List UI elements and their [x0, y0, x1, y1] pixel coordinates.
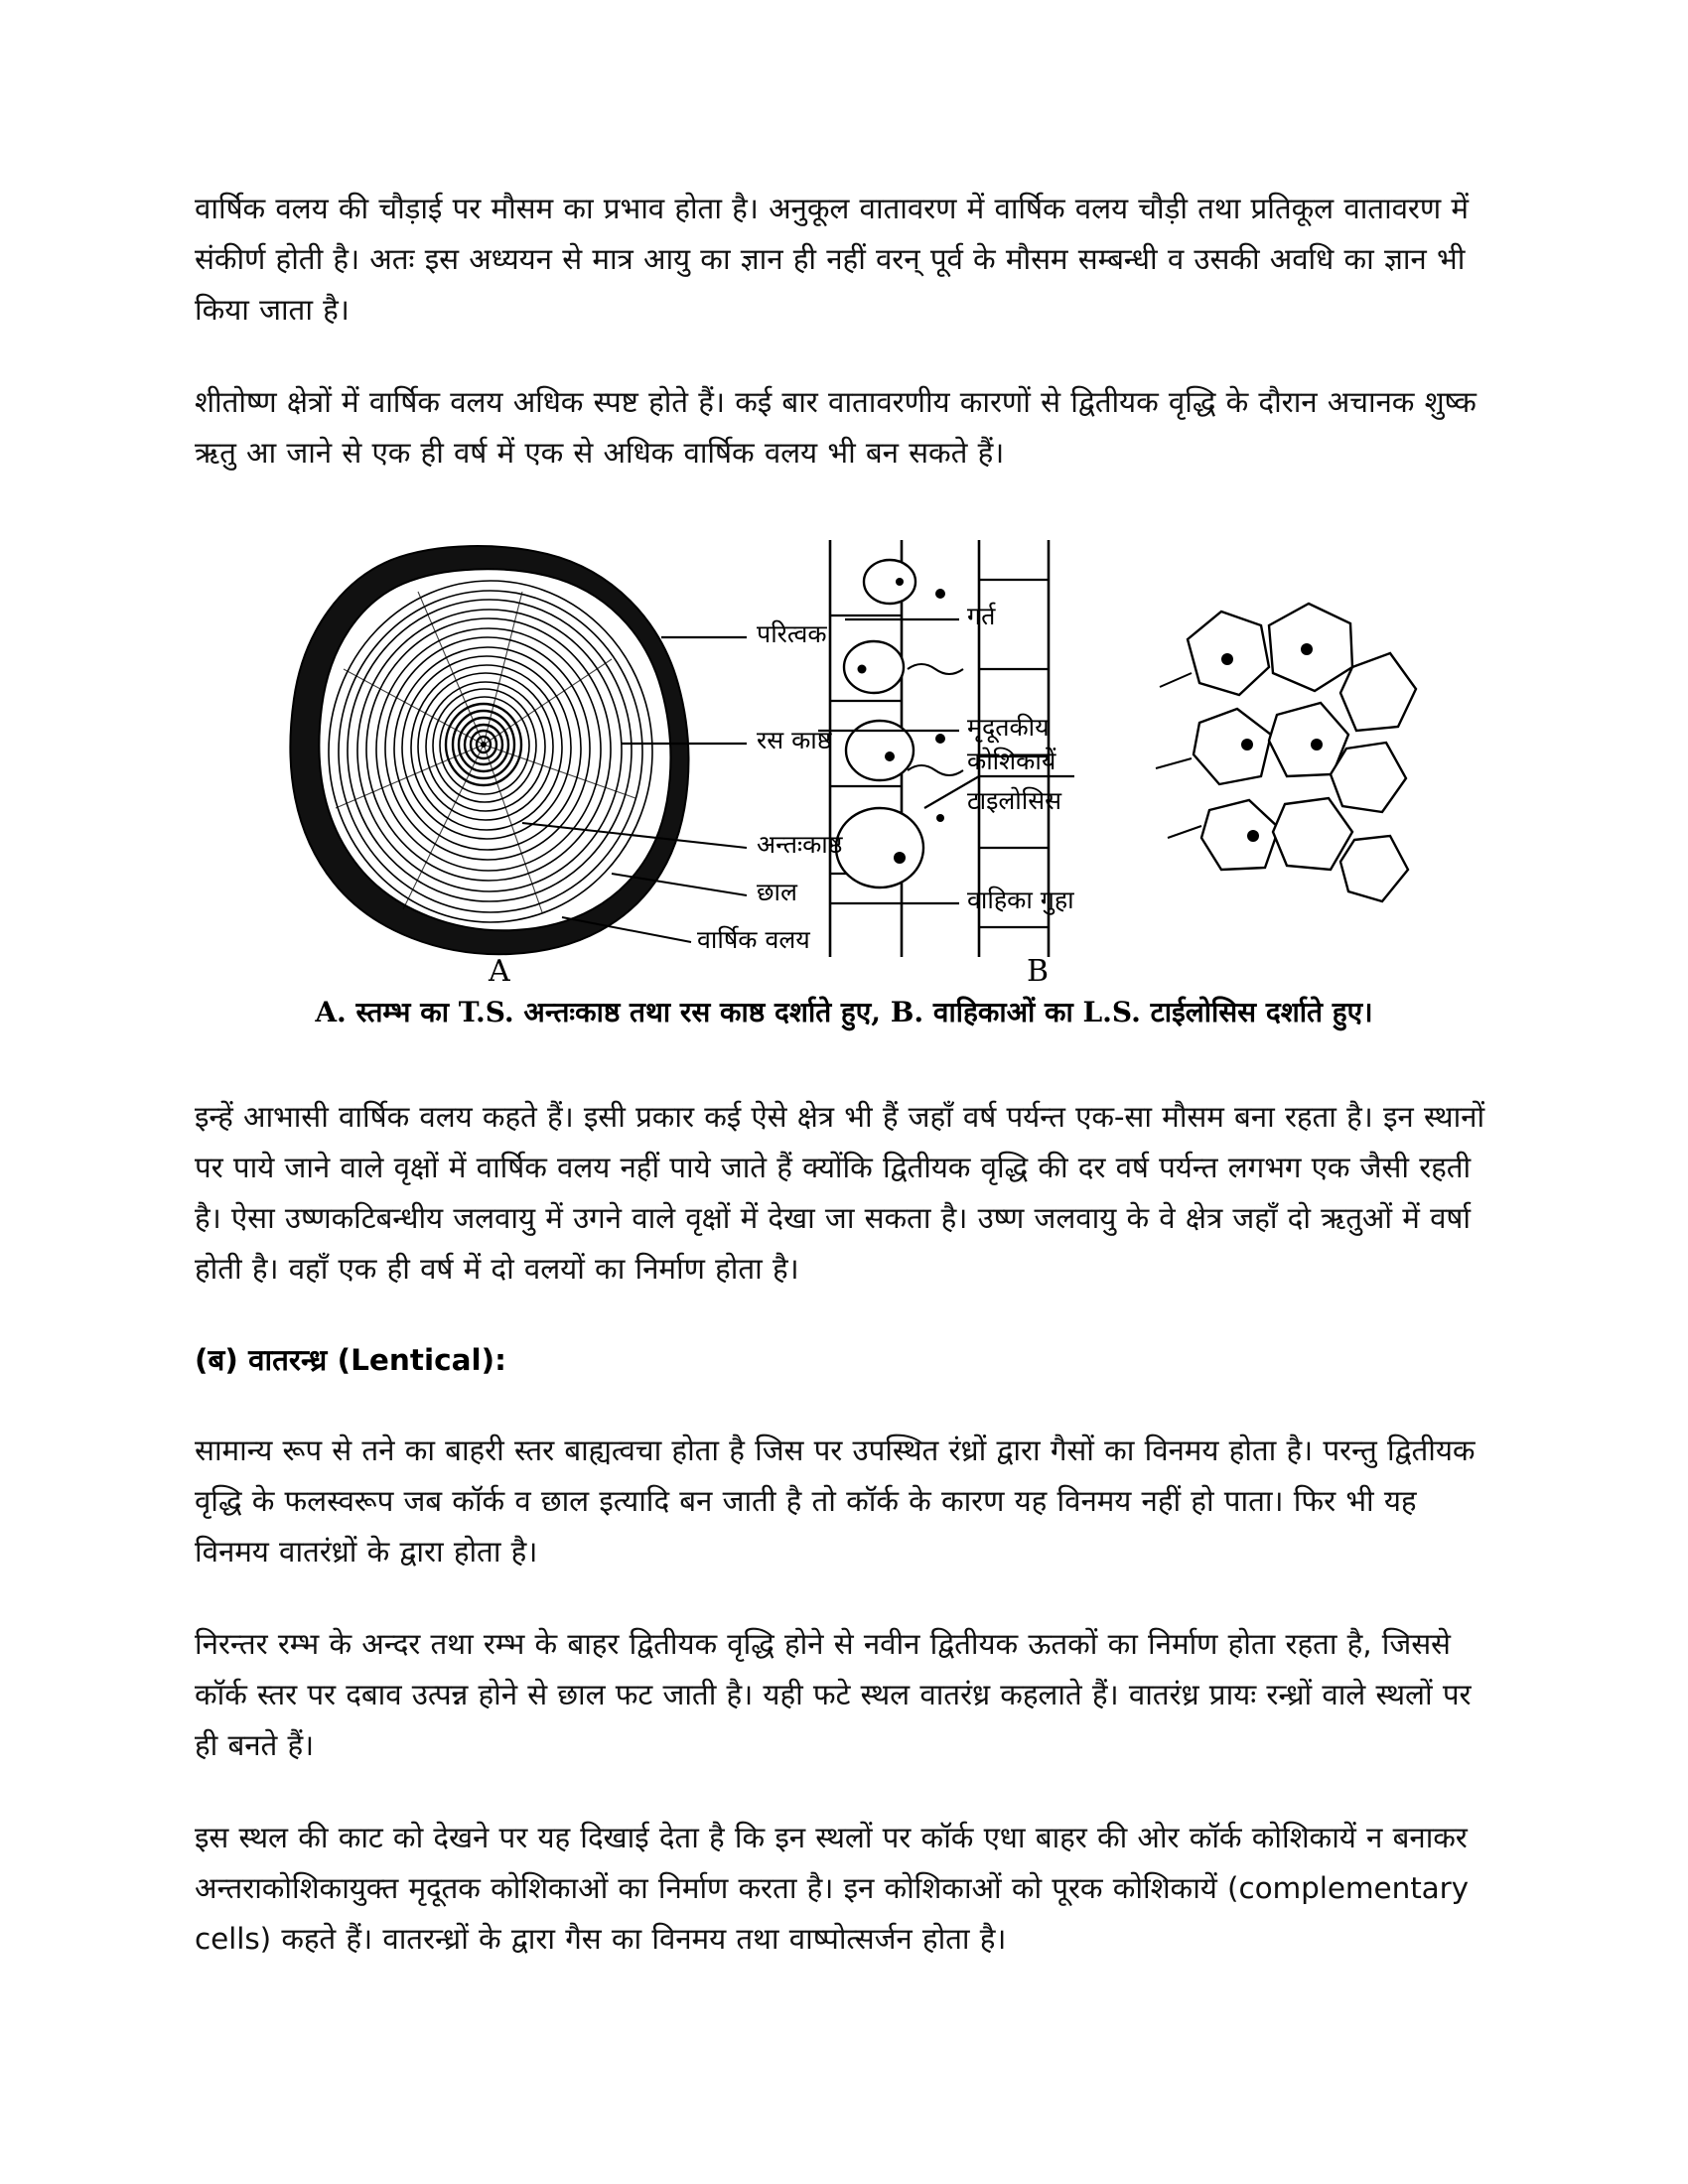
paragraph-bark-cracks: निरन्तर रम्भ के अन्दर तथा रम्भ के बाहर द्वितीयक वृद्धि होने से नवीन द्वितीयक ऊतकों का निर्माण होता रहता है, जिससे कॉर्क स्तर पर दबाव उत्पन्न होने से छाल फट जाती है। यही फटे स्थल वातरंध्र कहलाते हैं। वातरंध्र प्रायः रन्ध्रों वाले स्थलों पर ही बनते हैं।	[195, 1627, 1472, 1762]
figure-caption-spacer	[195, 1034, 1493, 1092]
section-heading-lentical: (ब) वातरन्ध्र (Lentical):	[195, 1343, 506, 1377]
figure-label-mriduttakiya: मृदूतकीय	[967, 713, 1050, 742]
paragraph-pseudo-annual-rings: इन्हें आभासी वार्षिक वलय कहते हैं। इसी प्रकार कई ऐसे क्षेत्र भी हैं जहाँ वर्ष पर्यन्त एक-सा मौसम बना रहता है। इन स्थानों पर पाये जाने वाले वृक्षों में वार्षिक वलय नहीं पाये जाते हैं क्योंकि द्वितीयक वृद्धि की दर वर्ष पर्यन्त लगभग एक जैसी रहती है। ऐसा उष्णकटिबन्धीय जलवायु में उगने वाले वृक्षों में देखा जा सकता है। उष्ण जलवायु के वे क्षेत्र जहाँ दो ऋतुओं में वर्षा होती है। वहाँ एक ही वर्ष में दो वलयों का निर्माण होता है।	[195, 1100, 1485, 1286]
figure-label-ras-kashth: रस काष्ठ	[757, 726, 832, 754]
figure-label-gart: गर्त	[967, 602, 996, 630]
panel-a-tree-rings	[290, 546, 747, 954]
panel-b-vessels	[818, 540, 1416, 957]
figure-label-vahika-guha: वाहिका गुहा	[967, 886, 1074, 914]
figure-label-koshikayen: कोशिकायें	[967, 747, 1056, 775]
paragraph-epidermis-gas-exchange: सामान्य रूप से तने का बाहरी स्तर बाह्यत्वचा होता है जिस पर उपस्थित रंध्रों द्वारा गैसों का विनमय होता है। परन्तु द्वितीयक वृद्धि के फलस्वरूप जब कॉर्क व छाल इत्यादि बन जाती है तो कॉर्क के कारण यह विनमय नहीं हो पाता। फिर भी यह विनमय वातरंध्रों के द्वारा होता है।	[195, 1433, 1476, 1569]
figure-label-paritvak: परित्वक	[757, 619, 827, 648]
paragraph-annual-ring-width: वार्षिक वलय की चौड़ाई पर मौसम का प्रभाव होता है। अनुकूल वातावरण में वार्षिक वलय चौड़ी तथा प्रतिकूल वातावरण में संकीर्ण होती है। अतः इस अध्ययन से मात्र आयु का ज्ञान ही नहीं वरन् पूर्व के मौसम सम्बन्धी व उसकी अवधि का ज्ञान भी किया जाता है।	[195, 192, 1469, 327]
paragraph-complementary-cells: इस स्थल की काट को देखने पर यह दिखाई देता है कि इन स्थलों पर कॉर्क एधा बाहर की ओर कॉर्क कोशिकायें न बनाकर अन्तराकोशिकायुक्त मृदूतक कोशिकाओं का निर्माण करता है। इन कोशिकाओं को पूरक कोशिकायें (complementary cells) कहते हैं। वातरन्ध्रों के द्वारा गैस का विनमय तथा वाष्पोत्सर्जन होता है।	[195, 1821, 1470, 1956]
figure-panel-letter-a: A	[489, 954, 510, 989]
figure-label-varshik-valay: वार्षिक वलय	[697, 925, 810, 954]
paragraph-temperate-zones: शीतोष्ण क्षेत्रों में वार्षिक वलय अधिक स्पष्ट होते हैं। कई बार वातावरणीय कारणों से द्वितीयक वृद्धि के दौरान अचानक शुष्क ऋतु आ जाने से एक ही वर्ष में एक से अधिक वार्षिक वलय भी बन सकते हैं।	[195, 385, 1477, 470]
figure-caption: A. स्तम्भ का T.S. अन्तःकाष्ठ तथा रस काष्ठ दर्शाते हुए, B. वाहिकाओं का L.S. टाईलोसिस दर्शाते हुए।	[315, 996, 1373, 1028]
figure-svg	[195, 520, 1493, 987]
figure-stem-ts-ls	[195, 520, 1493, 1028]
figure-panel-letter-b: B	[1027, 954, 1050, 989]
page-content	[195, 184, 1493, 2006]
figure-label-tylosis: टाइलोसिस	[967, 786, 1062, 815]
figure-canvas	[195, 520, 1493, 987]
figure-label-chhal: छाल	[757, 878, 797, 906]
figure-label-antah-kashth: अन्तःकाष्ठ	[757, 830, 843, 859]
